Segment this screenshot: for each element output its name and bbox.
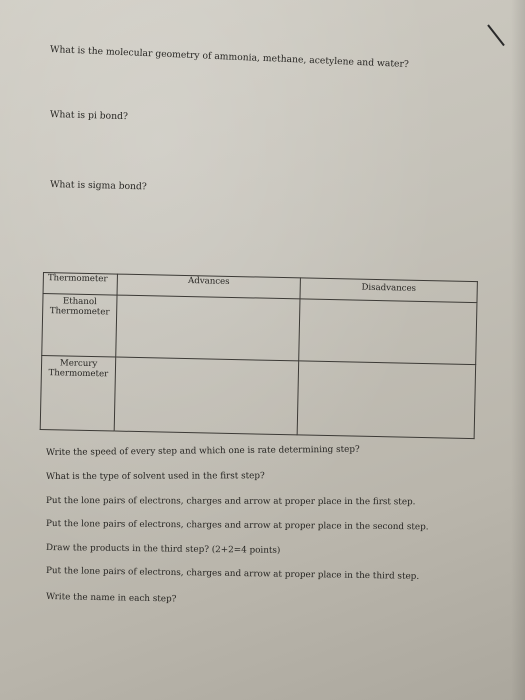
thermometer-table: [40, 272, 471, 439]
row-label-ethanol: [42, 293, 117, 356]
question-sigma-bond: What is sigma bond?: [49, 179, 147, 193]
comparison-grid: [40, 272, 478, 439]
cell-mercury-advances: [114, 357, 299, 435]
step-question: Put the lone pairs of electrons, charges and arrow at proper place in the first step.: [45, 496, 416, 508]
table-row: [40, 355, 475, 438]
header-disadvances: Disadvances: [300, 278, 477, 303]
pen-mark: [487, 24, 505, 46]
row-label-mercury: [40, 355, 116, 431]
row-label-line: Ethanol: [62, 296, 97, 308]
cell-mercury-disadvances: [297, 361, 476, 439]
header-thermometer: Thermometer: [43, 273, 117, 295]
row-label-line: Mercury: [59, 358, 98, 369]
step-question: Put the lone pairs of electrons, charges and arrow at proper place in the second step.: [45, 519, 429, 533]
header-advances: Advances: [117, 274, 300, 299]
step-question: Write the speed of every step and which one is rate determining step?: [45, 444, 360, 458]
cell-ethanol-disadvances: [299, 299, 477, 364]
question-molecular-geometry: What is the molecular geometry of ammonia, methane, acetylene and water?: [49, 44, 409, 71]
cell-ethanol-advances: [116, 295, 300, 361]
step-question: Draw the products in the third step? (2+2=4 points): [45, 543, 281, 556]
step-question: Write the name in each step?: [45, 592, 177, 605]
row-label-line: Thermometer: [48, 367, 109, 379]
step-question: Put the lone pairs of electrons, charges and arrow at proper place in the third step.: [45, 566, 420, 582]
table-row: [42, 293, 477, 364]
step-question: What is the type of solvent used in the first step?: [45, 471, 265, 482]
row-label-line: Thermometer: [49, 305, 110, 318]
question-pi-bond: What is pi bond?: [49, 109, 129, 123]
